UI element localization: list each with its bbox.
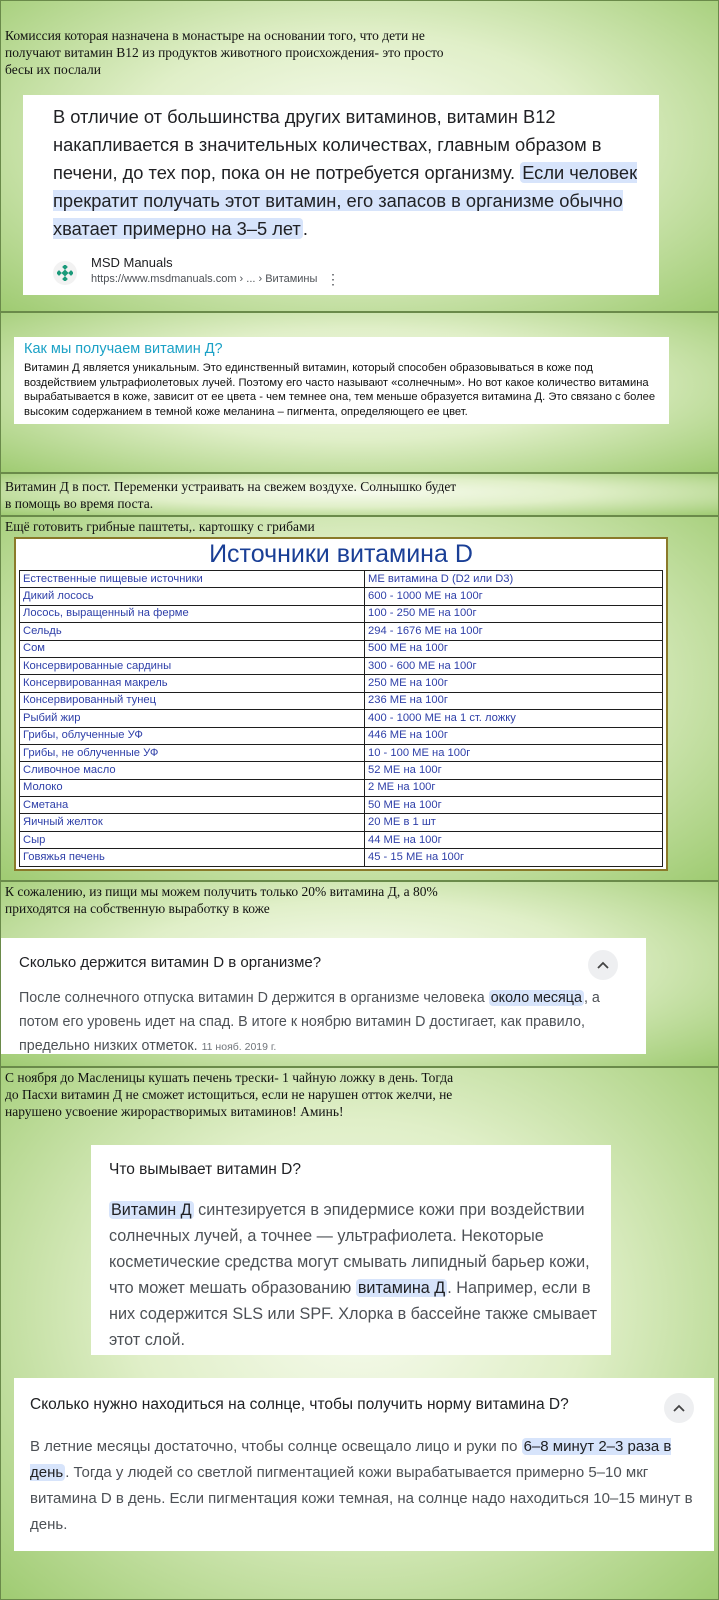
food-cell: Сыр (20, 831, 365, 848)
header-iu: МЕ витамина D (D2 или D3) (365, 571, 663, 588)
duration-date: 11 нояб. 2019 г. (201, 1041, 277, 1053)
source-url[interactable]: https://www.msdmanuals.com › ... › Витамины (91, 273, 318, 285)
duration-highlight: около месяца (490, 990, 582, 1006)
washout-answer: Витамин Д синтезируется в эпидермисе кожи при воздействии солнечных лучей, а точнее — ультрафиолета. Некоторые косметические средства могут смывать липидный барьер кожи, что может мешать образованию витамина Д . Например, если в них содержится SLS или SPF. Хлорка в бассейне также смывает этот слой. (109, 1201, 598, 1349)
iu-cell: 600 - 1000 МЕ на 100г (365, 588, 663, 605)
duration-caption: К сожалению, из пищи мы можем получить только 20% витамина Д, а 80% приходятся на собственную выработку в коже (5, 884, 438, 916)
food-cell: Консервированный тунец (20, 692, 365, 709)
iu-cell: 294 - 1676 МЕ на 100г (365, 623, 663, 640)
food-cell: Лосось, выращенный на ферме (20, 605, 365, 622)
collapse-chevron-icon[interactable] (664, 1393, 694, 1423)
more-options-icon[interactable]: ⋮ (326, 271, 340, 287)
iu-cell: 500 МЕ на 100г (365, 640, 663, 657)
table-header-row (20, 571, 663, 588)
msd-logo-icon (53, 261, 77, 285)
vitd-intro-title: Как мы получаем витамин Д? (24, 341, 223, 357)
b12-highlight: Если человек прекратит получать этот витамин, его запасов в организме обычно хватает примерно на 3–5 лет (53, 162, 638, 239)
sources-table (19, 570, 663, 867)
food-cell: Сметана (20, 797, 365, 814)
food-cell: Сливочное масло (20, 762, 365, 779)
table-row (20, 797, 663, 814)
table-row (20, 849, 663, 866)
table-row (20, 831, 663, 848)
duration-panel (0, 881, 719, 1067)
table-row (20, 762, 663, 779)
food-cell: Грибы, не облученные УФ (20, 744, 365, 761)
b12-caption: Комиссия которая назначена в монастыре на основании того, что дети не получают витамин В12 из продуктов животного происхождения- это просто бесы их послали (5, 28, 444, 77)
food-cell: Грибы, облученные УФ (20, 727, 365, 744)
food-cell: Рыбий жир (20, 710, 365, 727)
iu-cell: 2 МЕ на 100г (365, 779, 663, 796)
duration-answer: После солнечного отпуска витамин D держится в организме человека около месяца , а потом его уровень идет на спад. В итоге к ноябрю витамин D достигает, как правило, предельно низких отметок. 11 нояб. 2019 г. (19, 990, 600, 1054)
sun-highlight: 6–8 минут 2–3 раза в день (30, 1438, 672, 1481)
food-cell: Дикий лосось (20, 588, 365, 605)
table-row (20, 692, 663, 709)
table-row (20, 744, 663, 761)
table-row (20, 814, 663, 831)
iu-cell: 400 - 1000 МЕ на 1 ст. ложку (365, 710, 663, 727)
iu-cell: 44 МЕ на 100г (365, 831, 663, 848)
food-cell: Говяжья печень (20, 849, 365, 866)
b12-snippet-card (23, 95, 659, 295)
iu-cell: 50 МЕ на 100г (365, 797, 663, 814)
b12-snippet-text: В отличие от большинства других витаминов, витамин B12 накапливается в значительных количествах, главным образом в печени, до тех пор, пока он не потребуется организму. Если человек прекратит получать этот витамин, его запасов в организме обычно хватает примерно на 3–5 лет . (53, 106, 638, 239)
sources-panel (0, 516, 719, 881)
duration-card (1, 938, 646, 1054)
food-cell: Консервированные сардины (20, 657, 365, 674)
duration-question[interactable]: Сколько держится витамин D в организме? (19, 954, 322, 971)
sun-answer: В летние месяцы достаточно, чтобы солнце освещало лицо и руки по 6–8 минут 2–3 раза в день . Тогда у людей со светлой пигментацией кожи вырабатывается примерно 5–10 мкг витамина D в день. Если пигментация кожи темная, на солнце надо находиться 10–15 минут в день. (30, 1438, 693, 1533)
collapse-chevron-icon[interactable] (588, 950, 618, 980)
iu-cell: 300 - 600 МЕ на 100г (365, 657, 663, 674)
source-name[interactable]: MSD Manuals (91, 255, 173, 270)
header-food: Естественные пищевые источники (20, 571, 365, 588)
washout-card (91, 1145, 611, 1355)
iu-cell: 20 МЕ в 1 шт (365, 814, 663, 831)
food-cell: Сом (20, 640, 365, 657)
iu-cell: 10 - 100 МЕ на 100г (365, 744, 663, 761)
table-row (20, 640, 663, 657)
sun-card (14, 1378, 714, 1551)
iu-cell: 446 МЕ на 100г (365, 727, 663, 744)
sources-table-frame (14, 537, 668, 871)
food-cell: Яичный желток (20, 814, 365, 831)
washout-question: Что вымывает витамин D? (109, 1161, 301, 1178)
table-row (20, 779, 663, 796)
washout-highlight-2: витамина Д (357, 1279, 446, 1297)
table-row (20, 675, 663, 692)
iu-cell: 52 МЕ на 100г (365, 762, 663, 779)
washout-panel (0, 1067, 719, 1600)
table-row (20, 623, 663, 640)
sources-table-title: Источники витамина D (209, 540, 473, 568)
post-note-panel (0, 473, 719, 516)
vitd-intro-card (14, 337, 669, 424)
iu-cell: 250 МЕ на 100г (365, 675, 663, 692)
table-row (20, 657, 663, 674)
vitd-intro-body: Витамин Д является уникальным. Это единственный витамин, который способен образовываться в коже под воздействием ультрафиолетовых лучей. Поэтому его часто называют «солнечным». Но вот какое количество витамина вырабатывается в коже, зависит от ее цвета - чем темнее она, тем меньше образуется витамина Д. Это связано с более высоким содержанием в темной коже меланина – пигмента, определяющего ее цвет. (24, 362, 656, 418)
table-row (20, 710, 663, 727)
table-row (20, 727, 663, 744)
washout-highlight-1: Витамин Д (111, 1201, 192, 1219)
food-cell: Сельдь (20, 623, 365, 640)
vitd-intro-panel (0, 312, 719, 473)
table-row (20, 605, 663, 622)
post-note-caption: Витамин Д в пост. Переменки устраивать на свежем воздухе. Солнышко будет в помощь во время поста. (5, 479, 457, 511)
iu-cell: 100 - 250 МЕ на 100г (365, 605, 663, 622)
iu-cell: 45 - 15 МЕ на 100г (365, 849, 663, 866)
b12-panel (0, 0, 719, 312)
iu-cell: 236 МЕ на 100г (365, 692, 663, 709)
sources-caption: Ещё готовить грибные паштеты,. картошку с грибами (5, 519, 315, 534)
sun-question[interactable]: Сколько нужно находиться на солнце, чтобы получить норму витамина D? (30, 1396, 569, 1413)
food-cell: Консервированная макрель (20, 675, 365, 692)
washout-caption: С ноября до Масленицы кушать печень трески- 1 чайную ложку в день. Тогда до Пасхи витамин Д не сможет истощиться, если не нарушен отток желчи, не нарушено усвоение жирорастворимых витаминов! Аминь! (5, 1070, 454, 1119)
food-cell: Молоко (20, 779, 365, 796)
table-row (20, 588, 663, 605)
